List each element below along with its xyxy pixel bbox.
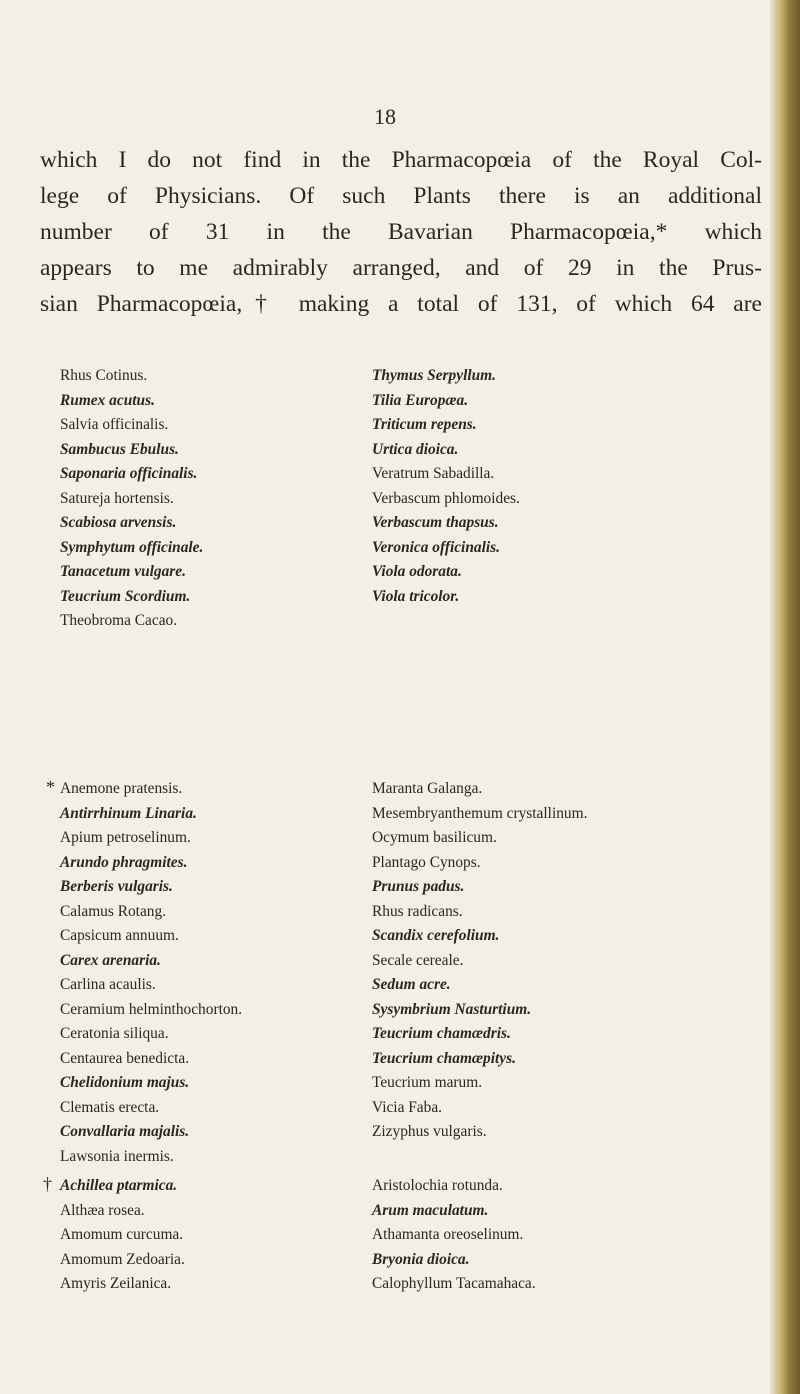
- plant-name: Rhus radicans.: [372, 902, 463, 920]
- plant-name: Arundo phragmites.: [60, 853, 188, 871]
- plant-name: Capsicum annuum.: [60, 927, 179, 944]
- prussian-list-right: [372, 1174, 536, 1297]
- plant-name: Sambucus Ebulus.: [60, 440, 179, 458]
- plant-name: Thymus Serpyllum.: [372, 367, 496, 384]
- plant-name: Arum maculatum.: [372, 1201, 489, 1219]
- plant-name: Carex arenaria.: [60, 951, 161, 969]
- prussian-list-left: [60, 1174, 185, 1297]
- plant-list-left: [60, 364, 203, 634]
- plant-name: Convallaria majalis.: [60, 1123, 190, 1140]
- asterisk-footnote-marker: *: [46, 777, 55, 797]
- plant-name: Teucrium chamæpitys.: [372, 1049, 516, 1067]
- plant-name: Athamanta oreoselinum.: [372, 1226, 524, 1243]
- paragraph-line: appears to me admirably arranged, and of 29 in the Prus-: [40, 255, 762, 281]
- plant-name: Verbascum thapsus.: [372, 514, 499, 531]
- plant-name: Viola odorata.: [372, 563, 462, 580]
- bavarian-list-left: [60, 777, 242, 1169]
- plant-name: Vicia Faba.: [372, 1098, 443, 1116]
- plant-name: Sysymbrium Nasturtium.: [372, 1000, 532, 1018]
- plant-name: Maranta Galanga.: [372, 780, 483, 797]
- plant-name: Rhus Cotinus.: [60, 367, 148, 384]
- plant-name: Scabiosa arvensis.: [60, 514, 177, 531]
- bavarian-list-right: [372, 777, 587, 1145]
- plant-name: Teucrium chamædris.: [372, 1025, 511, 1042]
- plant-name: Anemone pratensis.: [60, 780, 183, 797]
- plant-name: Amomum Zedoaria.: [60, 1250, 185, 1268]
- body-paragraph: [40, 142, 762, 322]
- plant-list-right: [372, 364, 520, 609]
- plant-name: Ocymum basilicum.: [372, 829, 497, 846]
- plant-name: Urtica dioica.: [372, 440, 459, 458]
- paragraph-line: which I do not find in the Pharmacopœia of the Royal Col-: [40, 147, 762, 173]
- paragraph-line: sian Pharmacopœia,† making a total of 131, of which 64 are: [40, 291, 762, 317]
- plant-name: Aristolochia rotunda.: [372, 1177, 503, 1194]
- plant-name: Clematis erecta.: [60, 1098, 160, 1116]
- plant-name: Veronica officinalis.: [372, 538, 500, 556]
- dagger-footnote-marker: †: [43, 1174, 52, 1194]
- plant-name: Theobroma Cacao.: [60, 612, 178, 629]
- plant-name: Secale cereale.: [372, 951, 464, 969]
- plant-name: Achillea ptarmica.: [60, 1177, 178, 1194]
- plant-name: Amomum curcuma.: [60, 1226, 184, 1243]
- plant-name: Rumex acutus.: [60, 391, 155, 409]
- plant-name: Teucrium marum.: [372, 1074, 483, 1091]
- plant-name: Tanacetum vulgare.: [60, 563, 186, 580]
- paragraph-line: lege of Physicians. Of such Plants there is an additional: [40, 183, 762, 209]
- plant-name: Bryonia dioica.: [372, 1250, 470, 1268]
- plant-name: Ceramium helminthochorton.: [60, 1000, 243, 1018]
- plant-name: Ceratonia siliqua.: [60, 1025, 169, 1042]
- plant-name: Veratrum Sabadilla.: [372, 465, 495, 482]
- plant-name: Chelidonium majus.: [60, 1074, 190, 1091]
- page-number: 18: [374, 104, 396, 129]
- plant-name: Mesembryanthemum crystallinum.: [372, 804, 588, 822]
- plant-name: Calophyllum Tacamahaca.: [372, 1275, 536, 1292]
- plant-name: Viola tricolor.: [372, 587, 460, 605]
- plant-name: Antirrhinum Linaria.: [60, 804, 197, 822]
- paragraph-line: number of 31 in the Bavarian Pharmacopœia,* which: [40, 219, 762, 245]
- plant-name: Salvia officinalis.: [60, 416, 169, 433]
- plant-name: Verbascum phlomoides.: [372, 489, 520, 507]
- plant-name: Prunus padus.: [372, 878, 465, 895]
- plant-name: Saponaria officinalis.: [60, 465, 198, 482]
- plant-name: Scandix cerefolium.: [372, 927, 500, 944]
- plant-name: Teucrium Scordium.: [60, 587, 191, 605]
- page-edge: [770, 0, 800, 1394]
- plant-name: Zizyphus vulgaris.: [372, 1123, 487, 1140]
- plant-name: Tilia Europæa.: [372, 391, 469, 409]
- plant-name: Carlina acaulis.: [60, 976, 156, 993]
- plant-name: Plantago Cynops.: [372, 853, 481, 871]
- plant-name: Apium petroselinum.: [60, 829, 191, 846]
- plant-name: Triticum repens.: [372, 416, 477, 433]
- plant-name: Centaurea benedicta.: [60, 1049, 190, 1067]
- plant-name: Lawsonia inermis.: [60, 1147, 174, 1165]
- plant-name: Satureja hortensis.: [60, 489, 174, 507]
- plant-name: Symphytum officinale.: [60, 538, 204, 556]
- plant-name: Althæa rosea.: [60, 1201, 145, 1219]
- plant-name: Calamus Rotang.: [60, 902, 167, 920]
- plant-name: Sedum acre.: [372, 976, 451, 993]
- plant-name: Berberis vulgaris.: [60, 878, 173, 895]
- plant-name: Amyris Zeilanica.: [60, 1275, 172, 1292]
